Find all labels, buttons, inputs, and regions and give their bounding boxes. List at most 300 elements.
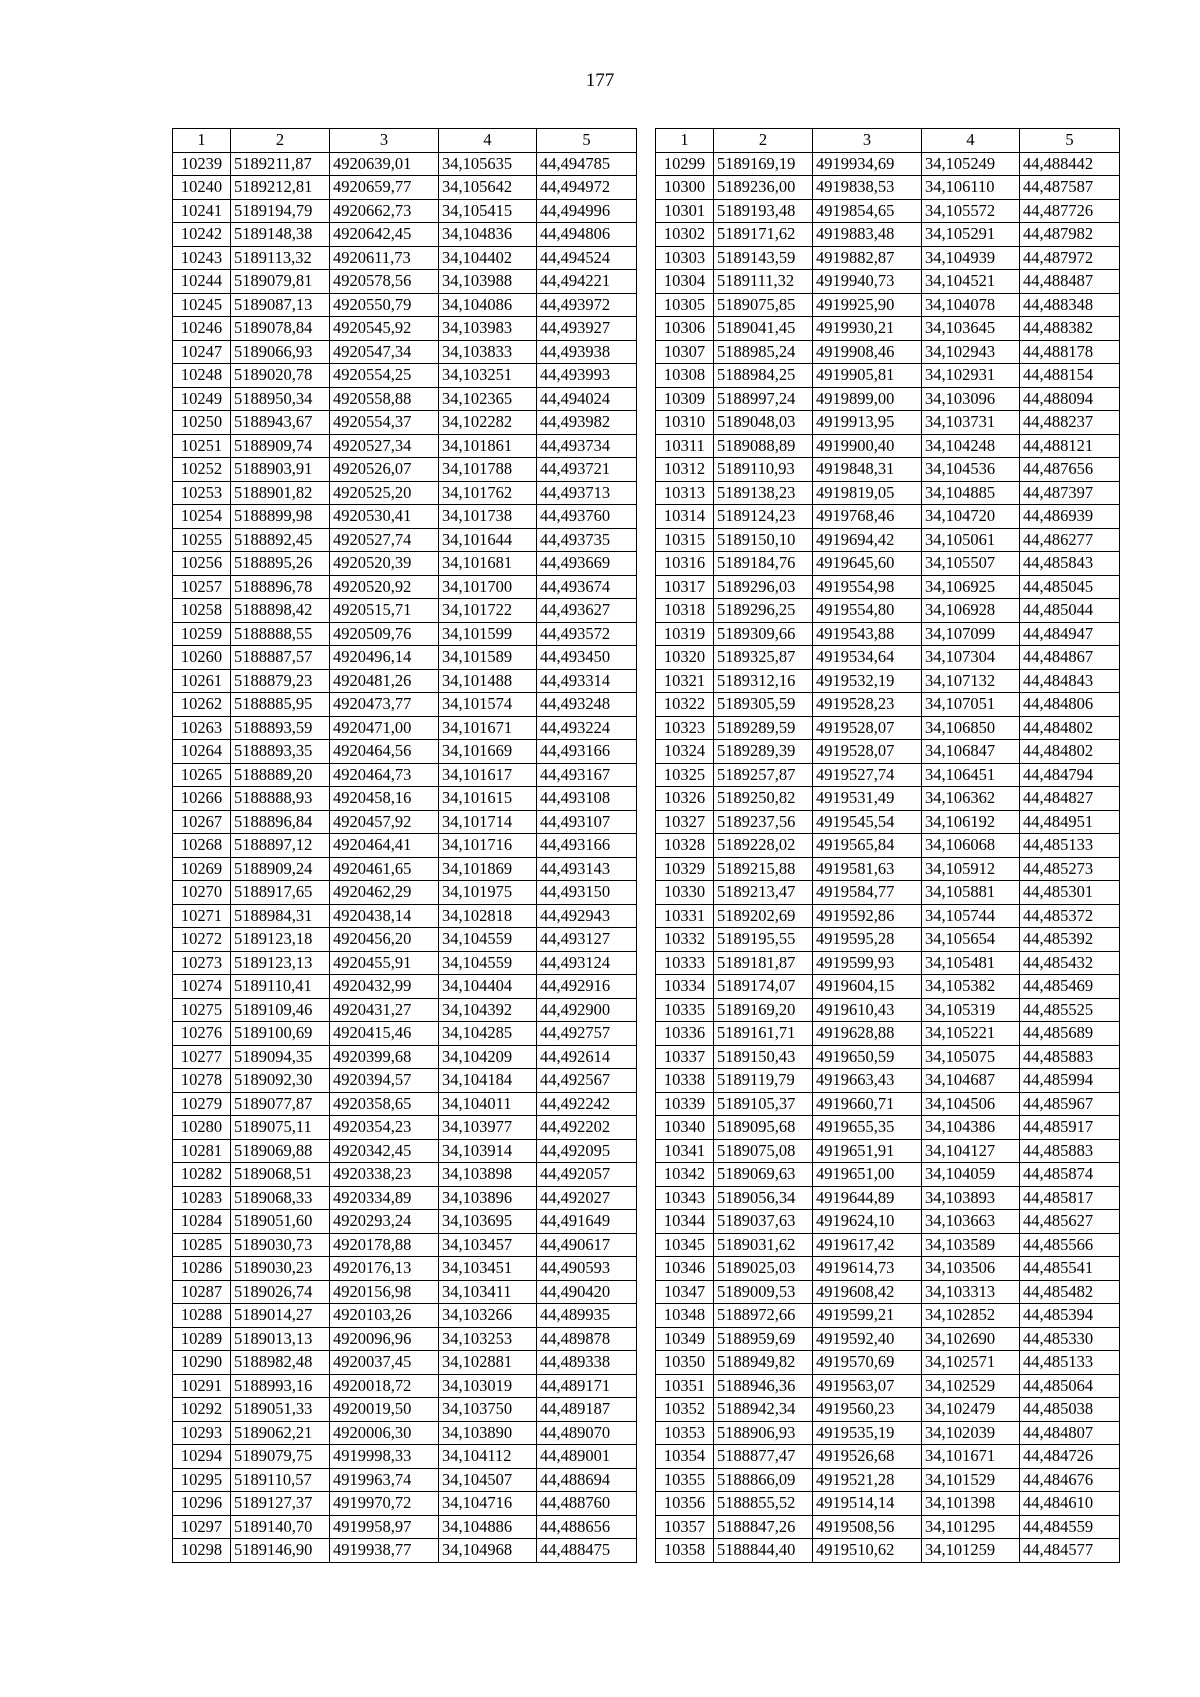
table-cell: 5189113,32	[231, 246, 330, 270]
table-row	[656, 176, 1120, 200]
table-cell: 34,103019	[439, 1374, 537, 1398]
table-cell: 10346	[656, 1257, 714, 1281]
table-cell: 10242	[173, 223, 231, 247]
table-cell: 4920334,89	[330, 1186, 439, 1210]
table-cell: 34,103645	[922, 317, 1020, 341]
table-cell: 5188950,34	[231, 387, 330, 411]
table-cell: 44,493721	[537, 458, 637, 482]
table-row	[656, 340, 1120, 364]
table-row	[656, 881, 1120, 905]
table-cell: 4920526,07	[330, 458, 439, 482]
table-row	[656, 317, 1120, 341]
table-cell: 5189092,30	[231, 1069, 330, 1093]
table-cell: 44,493314	[537, 669, 637, 693]
table-cell: 34,105912	[922, 857, 1020, 881]
table-cell: 10261	[173, 669, 231, 693]
table-cell: 44,492943	[537, 904, 637, 928]
table-cell: 5189009,53	[714, 1280, 813, 1304]
table-cell: 34,105291	[922, 223, 1020, 247]
table-cell: 34,101295	[922, 1515, 1020, 1539]
table-cell: 34,102529	[922, 1374, 1020, 1398]
table-cell: 10308	[656, 364, 714, 388]
table-cell: 44,485432	[1020, 951, 1120, 975]
table-cell: 44,492916	[537, 975, 637, 999]
table-row	[656, 1045, 1120, 1069]
table-cell: 10245	[173, 293, 231, 317]
table-cell: 4920431,27	[330, 998, 439, 1022]
table-cell: 44,488348	[1020, 293, 1120, 317]
table-cell: 5189020,78	[231, 364, 330, 388]
table-row	[656, 434, 1120, 458]
table-cell: 34,104386	[922, 1116, 1020, 1140]
table-cell: 44,488656	[537, 1515, 637, 1539]
table-cell: 10352	[656, 1398, 714, 1422]
table-cell: 44,485045	[1020, 575, 1120, 599]
column-header: 4	[922, 129, 1020, 153]
table-row	[173, 951, 637, 975]
table-cell: 5189030,23	[231, 1257, 330, 1281]
table-cell: 10283	[173, 1186, 231, 1210]
table-cell: 44,493927	[537, 317, 637, 341]
table-cell: 4920464,73	[330, 763, 439, 787]
table-row	[173, 223, 637, 247]
table-row	[173, 881, 637, 905]
table-row	[173, 575, 637, 599]
column-header: 3	[330, 129, 439, 153]
column-header: 2	[714, 129, 813, 153]
table-cell: 34,103914	[439, 1139, 537, 1163]
table-row	[656, 693, 1120, 717]
table-cell: 34,103096	[922, 387, 1020, 411]
table-cell: 34,106925	[922, 575, 1020, 599]
table-cell: 10253	[173, 481, 231, 505]
table-cell: 4919930,21	[813, 317, 922, 341]
table-cell: 34,102931	[922, 364, 1020, 388]
table-cell: 34,106928	[922, 599, 1020, 623]
table-row	[173, 552, 637, 576]
table-cell: 10255	[173, 528, 231, 552]
table-cell: 4920471,00	[330, 716, 439, 740]
table-row	[656, 1139, 1120, 1163]
table-row	[656, 1327, 1120, 1351]
table-cell: 5188901,82	[231, 481, 330, 505]
table-row	[173, 1280, 637, 1304]
table-row	[656, 1186, 1120, 1210]
table-cell: 5189184,76	[714, 552, 813, 576]
table-cell: 10257	[173, 575, 231, 599]
table-cell: 5189195,55	[714, 928, 813, 952]
table-cell: 4920456,20	[330, 928, 439, 952]
table-cell: 34,101722	[439, 599, 537, 623]
table-row	[656, 810, 1120, 834]
table-cell: 5189066,93	[231, 340, 330, 364]
table-cell: 10289	[173, 1327, 231, 1351]
table-cell: 10262	[173, 693, 231, 717]
table-cell: 44,485525	[1020, 998, 1120, 1022]
table-row	[656, 1468, 1120, 1492]
table-cell: 5189014,27	[231, 1304, 330, 1328]
table-cell: 10335	[656, 998, 714, 1022]
table-cell: 10312	[656, 458, 714, 482]
table-cell: 44,487587	[1020, 176, 1120, 200]
table-cell: 10258	[173, 599, 231, 623]
table-cell: 44,488760	[537, 1492, 637, 1516]
table-cell: 44,493760	[537, 505, 637, 529]
table-cell: 4919651,91	[813, 1139, 922, 1163]
table-cell: 44,484807	[1020, 1421, 1120, 1445]
table-cell: 44,485394	[1020, 1304, 1120, 1328]
table-cell: 5188993,16	[231, 1374, 330, 1398]
table-cell: 10349	[656, 1327, 714, 1351]
table-cell: 34,104209	[439, 1045, 537, 1069]
table-cell: 10357	[656, 1515, 714, 1539]
table-cell: 4920399,68	[330, 1045, 439, 1069]
table-cell: 34,104127	[922, 1139, 1020, 1163]
page-number: 177	[585, 70, 615, 91]
table-cell: 44,484610	[1020, 1492, 1120, 1516]
table-cell: 34,103589	[922, 1233, 1020, 1257]
table-cell: 44,485883	[1020, 1139, 1120, 1163]
table-cell: 44,485392	[1020, 928, 1120, 952]
table-cell: 34,104885	[922, 481, 1020, 505]
table-cell: 4920342,45	[330, 1139, 439, 1163]
table-cell: 10252	[173, 458, 231, 482]
table-cell: 5188898,42	[231, 599, 330, 623]
table-cell: 10300	[656, 176, 714, 200]
table-cell: 4920481,26	[330, 669, 439, 693]
table-cell: 34,104404	[439, 975, 537, 999]
table-cell: 5188985,24	[714, 340, 813, 364]
table-row	[173, 599, 637, 623]
table-cell: 10274	[173, 975, 231, 999]
table-cell: 44,490420	[537, 1280, 637, 1304]
table-cell: 44,492027	[537, 1186, 637, 1210]
table-cell: 4919595,28	[813, 928, 922, 952]
table-cell: 10316	[656, 552, 714, 576]
table-row	[173, 646, 637, 670]
table-cell: 5189296,25	[714, 599, 813, 623]
table-cell: 10275	[173, 998, 231, 1022]
table-cell: 4920458,16	[330, 787, 439, 811]
table-cell: 34,104836	[439, 223, 537, 247]
table-cell: 44,489171	[537, 1374, 637, 1398]
table-row	[173, 904, 637, 928]
table-cell: 44,493107	[537, 810, 637, 834]
table-cell: 5188888,93	[231, 787, 330, 811]
table-cell: 10338	[656, 1069, 714, 1093]
table-cell: 10343	[656, 1186, 714, 1210]
table-cell: 44,489935	[537, 1304, 637, 1328]
table-row	[656, 599, 1120, 623]
table-cell: 44,494972	[537, 176, 637, 200]
table-cell: 5189309,66	[714, 622, 813, 646]
table-cell: 4919645,60	[813, 552, 922, 576]
table-row	[173, 1233, 637, 1257]
table-cell: 10251	[173, 434, 231, 458]
table-cell: 34,101644	[439, 528, 537, 552]
table-cell: 5189123,18	[231, 928, 330, 952]
table-cell: 5189030,73	[231, 1233, 330, 1257]
table-cell: 44,488121	[1020, 434, 1120, 458]
table-cell: 4920515,71	[330, 599, 439, 623]
table-cell: 44,488487	[1020, 270, 1120, 294]
table-row	[173, 528, 637, 552]
table-cell: 4920611,73	[330, 246, 439, 270]
table-cell: 5189041,45	[714, 317, 813, 341]
table-cell: 10304	[656, 270, 714, 294]
table-cell: 34,104285	[439, 1022, 537, 1046]
table-cell: 34,103988	[439, 270, 537, 294]
table-cell: 34,103695	[439, 1210, 537, 1234]
table-cell: 44,485541	[1020, 1257, 1120, 1281]
table-cell: 34,103451	[439, 1257, 537, 1281]
table-row	[173, 787, 637, 811]
table-cell: 5189013,13	[231, 1327, 330, 1351]
table-cell: 10324	[656, 740, 714, 764]
table-cell: 4919526,68	[813, 1445, 922, 1469]
table-row	[656, 834, 1120, 858]
table-cell: 34,101488	[439, 669, 537, 693]
table-cell: 5188896,84	[231, 810, 330, 834]
table-cell: 4919882,87	[813, 246, 922, 270]
table-cell: 10248	[173, 364, 231, 388]
table-row	[173, 1374, 637, 1398]
table-cell: 10263	[173, 716, 231, 740]
table-cell: 4919768,46	[813, 505, 922, 529]
table-cell: 5189257,87	[714, 763, 813, 787]
table-cell: 10337	[656, 1045, 714, 1069]
table-row	[173, 1351, 637, 1375]
table-cell: 44,489070	[537, 1421, 637, 1445]
table-cell: 44,485817	[1020, 1186, 1120, 1210]
table-cell: 10265	[173, 763, 231, 787]
table-row	[656, 223, 1120, 247]
table-cell: 5189194,79	[231, 199, 330, 223]
table-cell: 10291	[173, 1374, 231, 1398]
table-cell: 34,107099	[922, 622, 1020, 646]
table-cell: 4919543,88	[813, 622, 922, 646]
table-cell: 34,105881	[922, 881, 1020, 905]
table-cell: 44,493166	[537, 834, 637, 858]
table-cell: 10305	[656, 293, 714, 317]
table-row	[173, 505, 637, 529]
table-cell: 34,103896	[439, 1186, 537, 1210]
table-cell: 44,493734	[537, 434, 637, 458]
table-row	[173, 1515, 637, 1539]
table-row	[656, 387, 1120, 411]
table-cell: 44,490593	[537, 1257, 637, 1281]
table-cell: 10327	[656, 810, 714, 834]
table-cell: 5188889,20	[231, 763, 330, 787]
table-row	[173, 340, 637, 364]
table-cell: 10326	[656, 787, 714, 811]
table-row	[173, 411, 637, 435]
table-cell: 34,101671	[922, 1445, 1020, 1469]
table-cell: 34,104078	[922, 293, 1020, 317]
table-cell: 5189123,13	[231, 951, 330, 975]
table-cell: 5189077,87	[231, 1092, 330, 1116]
table-cell: 5189127,37	[231, 1492, 330, 1516]
table-cell: 4920545,92	[330, 317, 439, 341]
table-cell: 44,488154	[1020, 364, 1120, 388]
table-cell: 10325	[656, 763, 714, 787]
table-cell: 44,484559	[1020, 1515, 1120, 1539]
table-cell: 5188942,34	[714, 1398, 813, 1422]
table-cell: 44,493982	[537, 411, 637, 435]
table-cell: 4919545,54	[813, 810, 922, 834]
table-cell: 44,484676	[1020, 1468, 1120, 1492]
table-cell: 5189213,47	[714, 881, 813, 905]
table-cell: 10333	[656, 951, 714, 975]
table-row	[173, 1539, 637, 1563]
table-row	[173, 716, 637, 740]
table-cell: 10246	[173, 317, 231, 341]
table-cell: 34,104402	[439, 246, 537, 270]
table-cell: 34,103313	[922, 1280, 1020, 1304]
table-cell: 4920457,92	[330, 810, 439, 834]
table-cell: 34,104392	[439, 998, 537, 1022]
table-cell: 5189150,10	[714, 528, 813, 552]
table-cell: 10259	[173, 622, 231, 646]
table-cell: 5189088,89	[714, 434, 813, 458]
table-cell: 4919521,28	[813, 1468, 922, 1492]
table-cell: 44,484843	[1020, 669, 1120, 693]
table-cell: 4920639,01	[330, 152, 439, 176]
table-cell: 44,494996	[537, 199, 637, 223]
table-cell: 44,493127	[537, 928, 637, 952]
table-cell: 34,101975	[439, 881, 537, 905]
table-cell: 10358	[656, 1539, 714, 1563]
table-cell: 5188984,31	[231, 904, 330, 928]
table-row	[656, 411, 1120, 435]
table-cell: 10319	[656, 622, 714, 646]
table-cell: 4919970,72	[330, 1492, 439, 1516]
table-row	[656, 928, 1120, 952]
column-header: 2	[231, 129, 330, 153]
table-cell: 4919527,74	[813, 763, 922, 787]
table-cell: 10278	[173, 1069, 231, 1093]
table-cell: 44,493166	[537, 740, 637, 764]
table-cell: 5189169,19	[714, 152, 813, 176]
table-cell: 4920178,88	[330, 1233, 439, 1257]
table-cell: 10310	[656, 411, 714, 435]
table-row	[173, 693, 637, 717]
table-cell: 4919535,19	[813, 1421, 922, 1445]
table-cell: 34,104184	[439, 1069, 537, 1093]
table-cell: 10345	[656, 1233, 714, 1257]
table-cell: 10299	[656, 152, 714, 176]
table-cell: 34,103731	[922, 411, 1020, 435]
table-row	[656, 951, 1120, 975]
table-row	[173, 834, 637, 858]
table-cell: 10303	[656, 246, 714, 270]
table-cell: 44,493108	[537, 787, 637, 811]
table-cell: 10350	[656, 1351, 714, 1375]
table-cell: 4919819,05	[813, 481, 922, 505]
table-cell: 34,106068	[922, 834, 1020, 858]
table-cell: 5189215,88	[714, 857, 813, 881]
table-cell: 10323	[656, 716, 714, 740]
table-cell: 44,493150	[537, 881, 637, 905]
table-row	[656, 575, 1120, 599]
table-cell: 4919998,33	[330, 1445, 439, 1469]
table-cell: 5189056,34	[714, 1186, 813, 1210]
table-cell: 4920496,14	[330, 646, 439, 670]
table-cell: 4920176,13	[330, 1257, 439, 1281]
table-cell: 34,104687	[922, 1069, 1020, 1093]
table-cell: 34,103977	[439, 1116, 537, 1140]
table-row	[656, 1257, 1120, 1281]
table-cell: 5188917,65	[231, 881, 330, 905]
table-cell: 44,493674	[537, 575, 637, 599]
table-cell: 34,101574	[439, 693, 537, 717]
table-cell: 5189148,38	[231, 223, 330, 247]
table-cell: 10260	[173, 646, 231, 670]
table-cell: 44,485874	[1020, 1163, 1120, 1187]
table-cell: 34,103890	[439, 1421, 537, 1445]
table-cell: 4920438,14	[330, 904, 439, 928]
table-cell: 5189087,13	[231, 293, 330, 317]
table-cell: 5189212,81	[231, 176, 330, 200]
table-cell: 44,484577	[1020, 1539, 1120, 1563]
table-cell: 4919854,65	[813, 199, 922, 223]
table-cell: 34,103253	[439, 1327, 537, 1351]
table-cell: 4919655,35	[813, 1116, 922, 1140]
table-row	[173, 1022, 637, 1046]
table-cell: 44,494221	[537, 270, 637, 294]
table-cell: 34,102881	[439, 1351, 537, 1375]
table-cell: 44,487972	[1020, 246, 1120, 270]
table-cell: 34,104248	[922, 434, 1020, 458]
table-cell: 10347	[656, 1280, 714, 1304]
table-cell: 4919584,77	[813, 881, 922, 905]
table-cell: 4920550,79	[330, 293, 439, 317]
table-cell: 10279	[173, 1092, 231, 1116]
table-row	[173, 1186, 637, 1210]
table-cell: 34,107132	[922, 669, 1020, 693]
table-cell: 44,487726	[1020, 199, 1120, 223]
table-cell: 44,487982	[1020, 223, 1120, 247]
table-cell: 4919528,07	[813, 716, 922, 740]
table-cell: 10280	[173, 1116, 231, 1140]
table-cell: 44,489001	[537, 1445, 637, 1469]
table-cell: 5188893,35	[231, 740, 330, 764]
table-cell: 34,102943	[922, 340, 1020, 364]
table-cell: 44,484806	[1020, 693, 1120, 717]
table-header-row	[656, 129, 1120, 153]
table-row	[173, 199, 637, 223]
table-cell: 10329	[656, 857, 714, 881]
table-cell: 5189111,32	[714, 270, 813, 294]
table-cell: 5189171,62	[714, 223, 813, 247]
table-cell: 34,102365	[439, 387, 537, 411]
table-cell: 34,104536	[922, 458, 1020, 482]
table-cell: 10282	[173, 1163, 231, 1187]
table-cell: 10239	[173, 152, 231, 176]
table-cell: 5189068,51	[231, 1163, 330, 1187]
table-cell: 5189146,90	[231, 1539, 330, 1563]
table-cell: 5189069,88	[231, 1139, 330, 1163]
table-cell: 10286	[173, 1257, 231, 1281]
column-header: 3	[813, 129, 922, 153]
table-cell: 10243	[173, 246, 231, 270]
table-cell: 4920358,65	[330, 1092, 439, 1116]
table-cell: 5189051,60	[231, 1210, 330, 1234]
table-row	[656, 1515, 1120, 1539]
table-cell: 44,492242	[537, 1092, 637, 1116]
table-cell: 44,484794	[1020, 763, 1120, 787]
table-cell: 10295	[173, 1468, 231, 1492]
